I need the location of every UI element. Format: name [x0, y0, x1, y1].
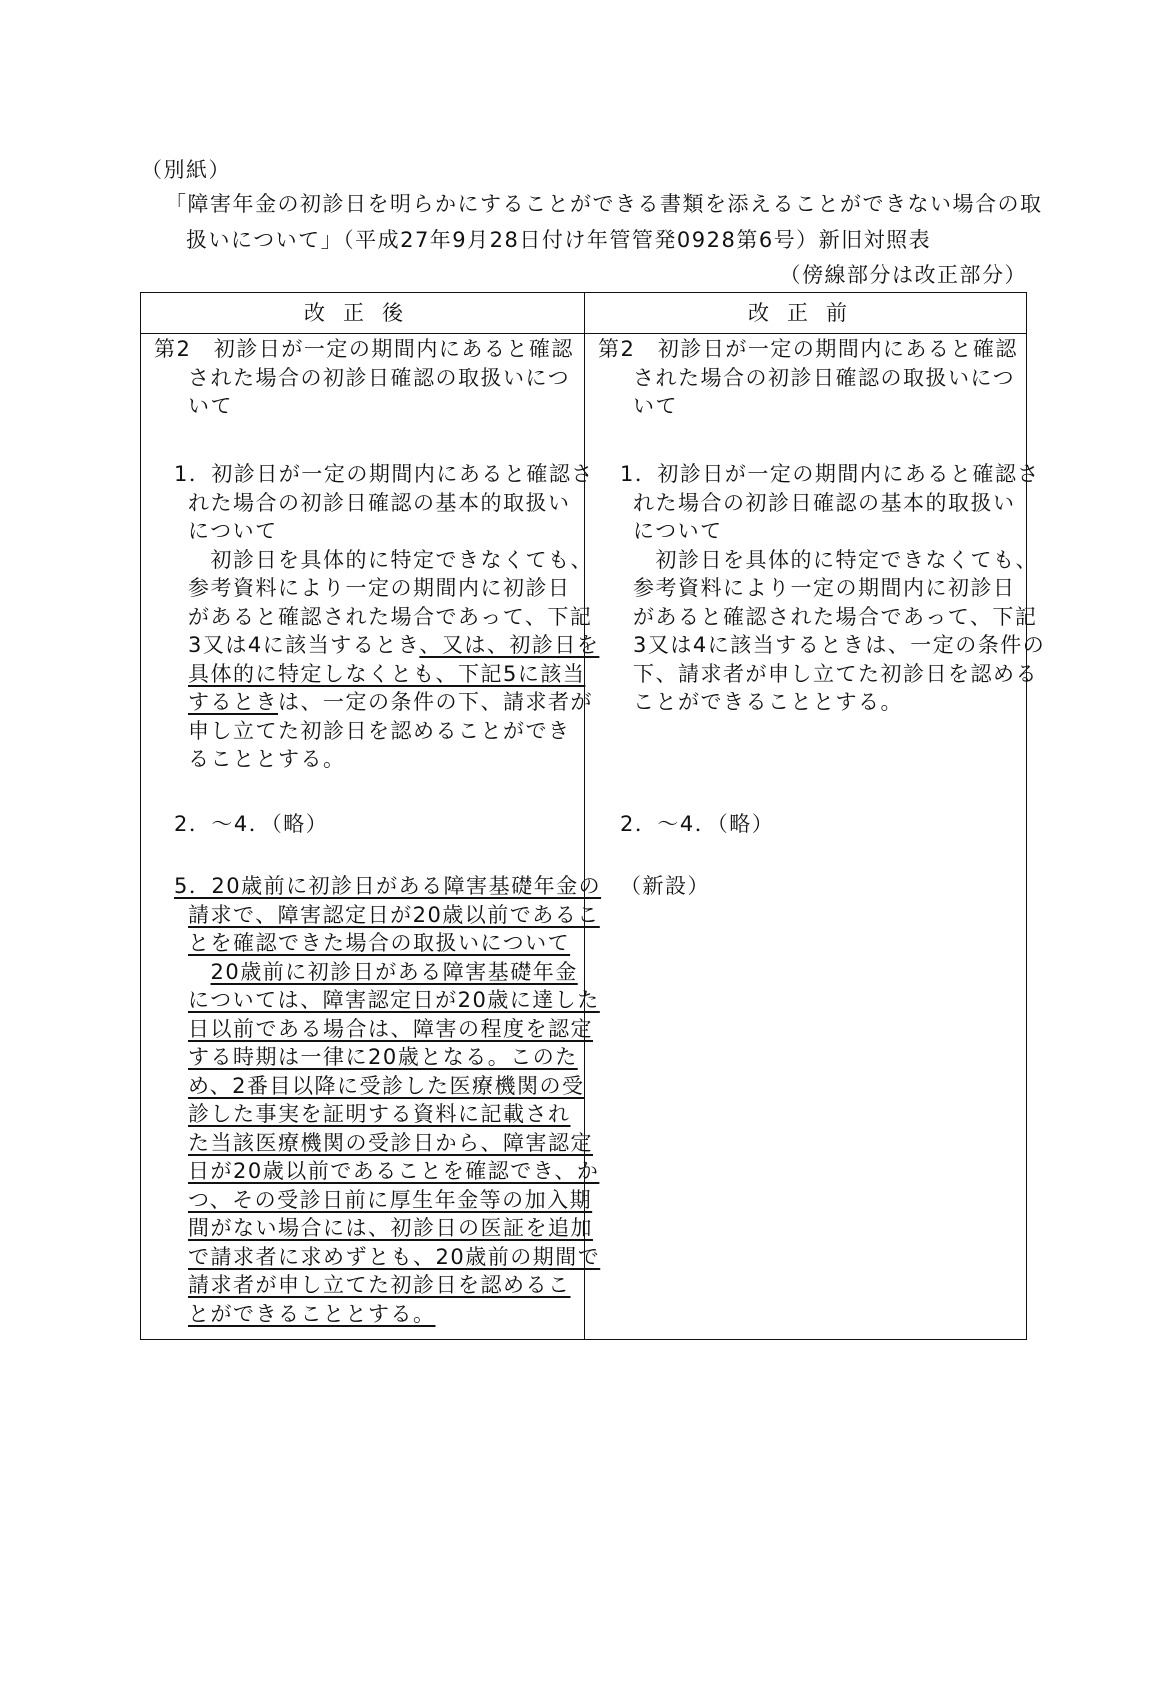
text-line [141, 1186, 601, 1215]
before-item-1 [141, 460, 1045, 717]
text-line [141, 1129, 601, 1158]
text-line [141, 1243, 601, 1272]
text-line [141, 546, 1045, 575]
text-segment: があると確認された場合であって、下記 [188, 604, 593, 629]
revised-text: とができることとする。 [188, 1301, 436, 1326]
text-line [141, 574, 1045, 603]
before-item-5-new-establishment [141, 872, 710, 901]
revised-text: 診した事実を証明する資料に記載され [188, 1102, 571, 1126]
text-line [141, 335, 1018, 364]
revised-text: 日が20歳以前であることを確認でき、か [188, 1159, 600, 1183]
text-line [141, 688, 1045, 717]
text-segment: 2．～4．（略） [174, 812, 329, 836]
text-line [141, 1072, 601, 1101]
text-segment: ことができることとする。 [633, 690, 903, 714]
text-line [141, 1100, 601, 1129]
column-header-after-revision: 改正後 [304, 301, 421, 325]
text-segment: 1．初診日が一定の期間内にあると確認さ [620, 462, 1040, 486]
text-line [141, 958, 601, 987]
text-segment: 申し立てた初診日を認めることができ [188, 718, 571, 743]
revised-text: た当該医療機関の受診日から、障害認定 [188, 1130, 593, 1155]
revised-text: め、2番目以降に受診した医療機関の受 [188, 1073, 585, 1098]
revised-text: 請求者が申し立てた初診日を認めるこ [188, 1273, 571, 1297]
revised-text: 請求で、障害認定日が20歳以前であるこ [188, 902, 600, 927]
text-line [141, 1015, 601, 1044]
text-segment: 参考資料により一定の期間内に初診日 [633, 576, 1016, 600]
text-line [141, 872, 710, 901]
text-line [141, 603, 1045, 632]
text-line [141, 392, 1018, 421]
text-line [141, 631, 1045, 660]
revised-text: する時期は一律に20歳となる。このた [188, 1045, 578, 1069]
revised-text: つ、その受診日前に厚生年金等の加入期 [188, 1187, 593, 1212]
text-line [141, 517, 1045, 546]
column-header-before-revision: 改正前 [748, 301, 865, 325]
text-segment: 初診日を具体的に特定できなくても、 [633, 547, 1038, 572]
text-segment: 第2 初診日が一定の期間内にあると確認 [154, 337, 574, 361]
revised-text: 5．20歳前に初診日がある障害基礎年金の [174, 874, 602, 898]
text-line [141, 929, 601, 958]
after-item-5-new [141, 872, 601, 1328]
text-segment: いて [188, 394, 233, 418]
before-items-2-4 [141, 810, 774, 839]
revised-text: 、又は、初診日を [419, 633, 600, 657]
revised-text: 具体的に特定しなくとも、下記5に該当 [188, 661, 586, 686]
text-segment: があると確認された場合であって、下記 [633, 604, 1038, 629]
revised-text: とを確認できた場合の取扱いについて [188, 931, 571, 955]
text-line [141, 1214, 601, 1243]
revised-text: については、障害認定日が20歳に達した [188, 988, 600, 1012]
text-line [141, 460, 1045, 489]
text-segment: は、一定の条件の下、請求者が [278, 690, 593, 714]
text-segment: （新設） [620, 874, 710, 898]
text-segment: れた場合の初診日確認の基本的取扱い [633, 490, 1016, 515]
text-line [141, 745, 599, 774]
annex-label: （別紙） [141, 158, 231, 182]
revised-text: 日以前である場合は、障害の程度を認定 [188, 1016, 593, 1041]
text-line [141, 660, 1045, 689]
revised-text: で請求者に求めずとも、20歳前の期間で [188, 1244, 601, 1269]
header-divider [141, 333, 1026, 334]
text-line [141, 1271, 601, 1300]
text-line [141, 717, 599, 746]
text-segment: 第2 初診日が一定の期間内にあると確認 [598, 337, 1018, 361]
text-segment: 3又は4に該当するときは、一定の条件の [633, 633, 1046, 657]
comparison-table [140, 292, 1046, 1340]
text-line [141, 1043, 601, 1072]
before-section-2-heading [141, 335, 1018, 421]
document-title-line-2: 扱いについて」（平成27年9月28日付け年管管発0928第6号）新旧対照表 [186, 228, 932, 252]
document-title-line-1: 「障害年金の初診日を明らかにすることができる書類を添えることができない場合の取 [165, 192, 1043, 216]
text-segment: された場合の初診日確認の取扱いにつ [633, 365, 1016, 390]
text-line [141, 489, 1045, 518]
text-segment: ることとする。 [188, 747, 346, 771]
revised-text: するとき [188, 690, 278, 714]
text-line [141, 364, 1018, 393]
text-segment [188, 960, 211, 984]
underline-note: （傍線部分は改正部分） [779, 263, 1027, 287]
text-segment: 初診日を具体的に特定できなくても、 [188, 547, 593, 572]
revised-text: 20歳前に初診日がある障害基礎年金 [210, 959, 578, 984]
text-segment: 参考資料により一定の期間内に初診日 [188, 576, 571, 600]
text-segment: いて [633, 394, 678, 418]
text-line [141, 810, 774, 839]
text-segment: 1．初診日が一定の期間内にあると確認さ [174, 462, 594, 486]
text-line [141, 986, 601, 1015]
revised-text: 間がない場合には、初診日の医証を追加 [188, 1216, 593, 1240]
text-segment: について [633, 519, 723, 543]
text-segment: された場合の初診日確認の取扱いにつ [188, 365, 571, 390]
text-line [141, 901, 601, 930]
text-segment: 2．～4．（略） [620, 812, 775, 836]
text-segment: について [188, 519, 278, 543]
text-line [141, 1300, 601, 1329]
text-segment: 下、請求者が申し立てた初診日を認める [633, 661, 1038, 686]
text-line [141, 1157, 601, 1186]
text-segment: 3又は4に該当するとき [188, 633, 420, 657]
text-segment: れた場合の初診日確認の基本的取扱い [188, 490, 571, 515]
